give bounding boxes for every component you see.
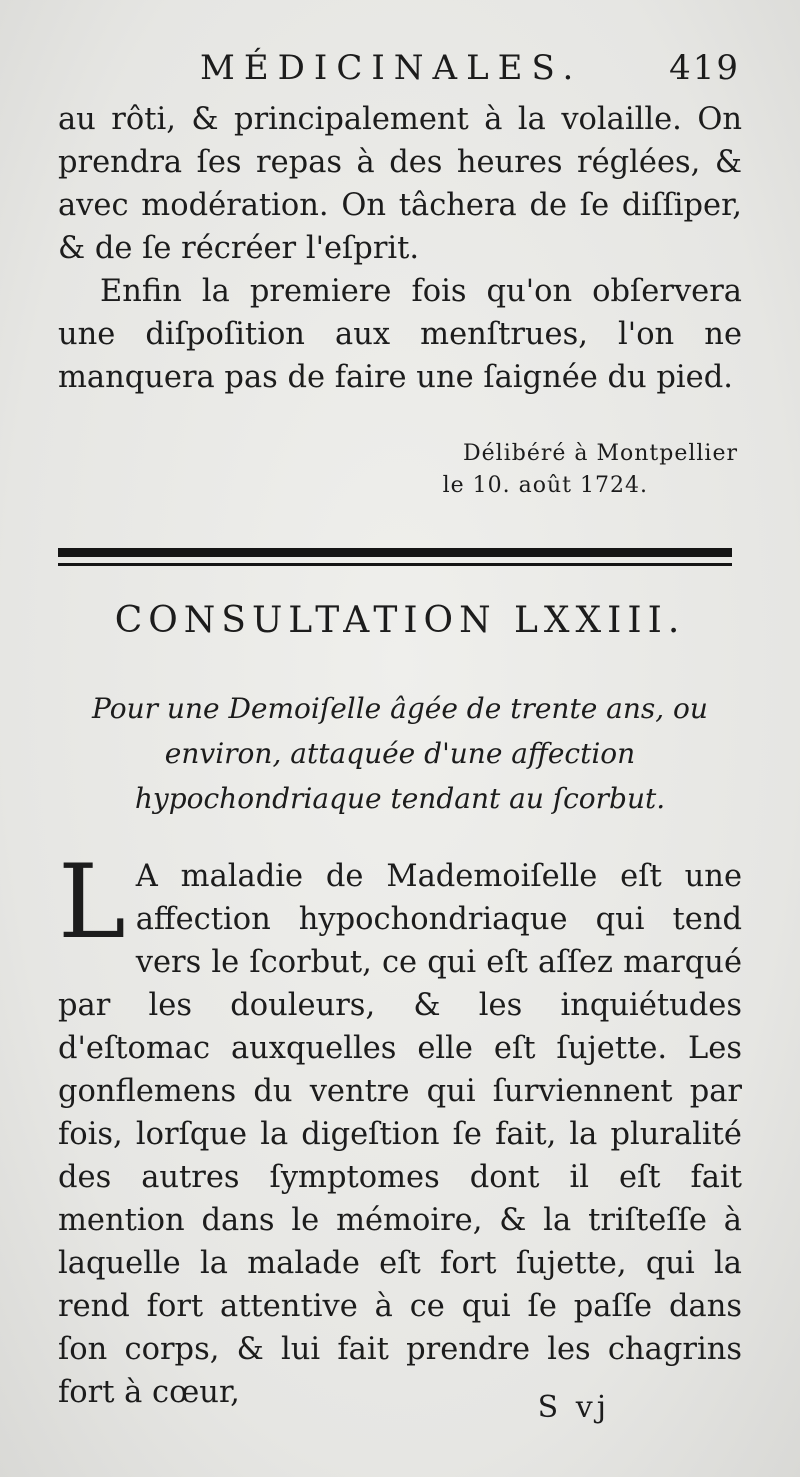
continuation-paragraph: Enfin la premiere fois qu'on obſervera une diſpoſition aux menſtrues, l'on ne manquera pas de faire une ſaignée du pied. — [58, 274, 742, 395]
continuation-text — [58, 98, 742, 399]
page-number: 419 — [669, 48, 740, 88]
signature-mark: S vj — [537, 1390, 610, 1425]
consultation-body — [58, 843, 742, 1414]
signature-date: le 10. août 1724. — [442, 473, 648, 498]
page-header — [200, 48, 740, 98]
body-paragraph: A maladie de Mademoiſelle eſt une affection hypochondriaque qui tend vers le ſcorbut, ce qui eſt aſſez marqué par les douleurs, & les inquiétudes d'eſtomac auxquelles elle eſt ſujette. Les gonflemens du ventre qui ſurviennent par fois, lorſque la digeſtion ſe fait, la pluralité des autres ſymptomes dont il eſt fait mention dans le mémoire, & la triſteſſe à laquelle la malade eſt fort ſujette, qui la rend fort attentive à ce qui ſe paſſe dans ſon corps, & lui fait prendre les chagrins fort à cœur, — [58, 859, 742, 1410]
consultation-subtitle: Pour une Demoiſelle âgée de trente ans, ou environ, attaquée d'une affection hypochondriaque tendant au ſcorbut. — [92, 692, 708, 815]
running-head: MÉDICINALES. — [200, 48, 583, 88]
signature-block — [443, 438, 738, 502]
signature-place: Délibéré à Montpellier — [463, 441, 738, 466]
consultation-title: CONSULTATION LXXIII. — [114, 600, 686, 641]
section-divider-thin — [58, 563, 732, 566]
continuation-paragraph: au rôti, & principalement à la volaille. On prendra ſes repas à des heures réglées, & avec modération. On tâchera de ſe diſſiper, & de ſe récréer l'eſprit. — [58, 102, 742, 266]
section-divider — [58, 548, 732, 557]
drop-cap: L — [58, 843, 126, 962]
